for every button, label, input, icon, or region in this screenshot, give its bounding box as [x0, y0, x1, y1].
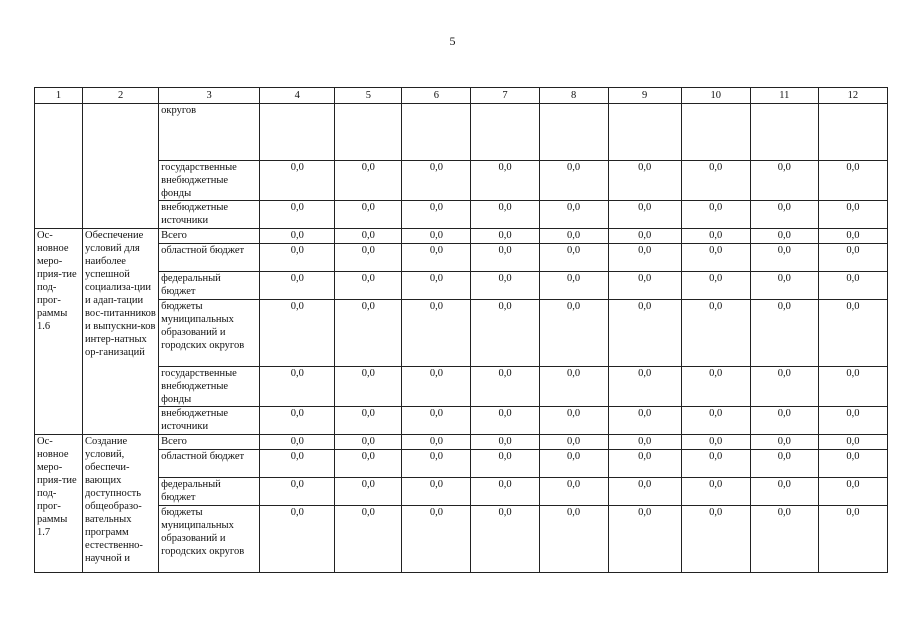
value-cell: 0,0: [681, 272, 750, 300]
value-cell: 0,0: [471, 450, 539, 478]
value-cell: 0,0: [608, 161, 681, 201]
value-cell: 0,0: [750, 201, 818, 229]
value-cell: 0,0: [335, 450, 402, 478]
funding-source-label: внебюджетные источники: [159, 201, 260, 229]
value-cell: [335, 104, 402, 161]
value-cell: 0,0: [402, 201, 471, 229]
measure-title-cell: Обеспечение условий для наиболее успешной социализа-ции и адап-тации вос-питанников и выпускни-ков интер-натных ор-ганизаций: [83, 229, 159, 435]
value-cell: 0,0: [608, 201, 681, 229]
funding-source-label: внебюджетные источники: [159, 407, 260, 435]
value-cell: 0,0: [471, 367, 539, 407]
value-cell: 0,0: [471, 506, 539, 573]
value-cell: 0,0: [818, 450, 887, 478]
value-cell: 0,0: [681, 407, 750, 435]
page-number: 5: [449, 34, 456, 48]
value-cell: 0,0: [335, 478, 402, 506]
value-cell: 0,0: [402, 407, 471, 435]
value-cell: 0,0: [818, 435, 887, 450]
value-cell: 0,0: [608, 367, 681, 407]
value-cell: 0,0: [750, 272, 818, 300]
value-cell: 0,0: [471, 435, 539, 450]
value-cell: 0,0: [335, 300, 402, 367]
table-row: [35, 367, 888, 407]
value-cell: 0,0: [260, 229, 335, 244]
value-cell: 0,0: [471, 407, 539, 435]
value-cell: 0,0: [260, 407, 335, 435]
value-cell: 0,0: [539, 161, 608, 201]
value-cell: 0,0: [471, 229, 539, 244]
value-cell: 0,0: [750, 450, 818, 478]
value-cell: 0,0: [750, 161, 818, 201]
funding-source-label: государственные внебюджетные фонды: [159, 161, 260, 201]
measure-name-cell: Ос-новное меро-прия-тие под-прог-раммы 1.7: [35, 435, 83, 573]
value-cell: 0,0: [750, 229, 818, 244]
column-number: 4: [260, 88, 335, 104]
value-cell: 0,0: [260, 300, 335, 367]
value-cell: 0,0: [681, 229, 750, 244]
table-row: [35, 104, 888, 161]
value-cell: 0,0: [539, 407, 608, 435]
value-cell: 0,0: [539, 300, 608, 367]
value-cell: 0,0: [608, 300, 681, 367]
value-cell: 0,0: [608, 244, 681, 272]
column-number: 2: [83, 88, 159, 104]
value-cell: 0,0: [750, 478, 818, 506]
table-row: [35, 229, 888, 244]
value-cell: 0,0: [471, 272, 539, 300]
measure-title-cell: [83, 104, 159, 229]
value-cell: 0,0: [402, 161, 471, 201]
value-cell: 0,0: [750, 300, 818, 367]
funding-source-label: федеральный бюджет: [159, 478, 260, 506]
value-cell: 0,0: [539, 450, 608, 478]
table-row: [35, 201, 888, 229]
column-number: 7: [471, 88, 539, 104]
value-cell: 0,0: [750, 435, 818, 450]
value-cell: 0,0: [260, 450, 335, 478]
table-header-row: [35, 88, 888, 104]
value-cell: 0,0: [608, 450, 681, 478]
value-cell: 0,0: [681, 506, 750, 573]
table-row: [35, 244, 888, 272]
column-number: 5: [335, 88, 402, 104]
value-cell: 0,0: [335, 244, 402, 272]
value-cell: [260, 104, 335, 161]
measure-name-cell: [35, 104, 83, 229]
value-cell: 0,0: [818, 229, 887, 244]
value-cell: 0,0: [681, 450, 750, 478]
value-cell: 0,0: [402, 272, 471, 300]
value-cell: 0,0: [471, 300, 539, 367]
value-cell: 0,0: [818, 244, 887, 272]
value-cell: 0,0: [402, 506, 471, 573]
value-cell: [750, 104, 818, 161]
column-number: 8: [539, 88, 608, 104]
value-cell: [402, 104, 471, 161]
value-cell: 0,0: [539, 478, 608, 506]
value-cell: 0,0: [681, 300, 750, 367]
value-cell: 0,0: [260, 367, 335, 407]
value-cell: 0,0: [402, 478, 471, 506]
table-body: [35, 104, 888, 573]
value-cell: 0,0: [681, 161, 750, 201]
value-cell: [608, 104, 681, 161]
value-cell: [681, 104, 750, 161]
value-cell: 0,0: [335, 407, 402, 435]
value-cell: 0,0: [335, 229, 402, 244]
table-row: [35, 407, 888, 435]
value-cell: 0,0: [539, 272, 608, 300]
value-cell: [818, 104, 887, 161]
table-row: [35, 300, 888, 367]
value-cell: 0,0: [402, 300, 471, 367]
value-cell: 0,0: [260, 201, 335, 229]
value-cell: 0,0: [681, 244, 750, 272]
value-cell: 0,0: [818, 367, 887, 407]
value-cell: 0,0: [818, 407, 887, 435]
value-cell: [539, 104, 608, 161]
value-cell: 0,0: [608, 272, 681, 300]
value-cell: 0,0: [539, 435, 608, 450]
value-cell: 0,0: [750, 244, 818, 272]
measure-title-cell: Создание условий, обеспечи-вающих доступность общеобразо-вательных программ естественно-научной и: [83, 435, 159, 573]
value-cell: 0,0: [471, 161, 539, 201]
column-number: 12: [818, 88, 887, 104]
value-cell: [471, 104, 539, 161]
value-cell: 0,0: [402, 435, 471, 450]
value-cell: 0,0: [681, 367, 750, 407]
table-row: [35, 450, 888, 478]
table-row: [35, 506, 888, 573]
value-cell: 0,0: [335, 506, 402, 573]
value-cell: 0,0: [818, 201, 887, 229]
value-cell: 0,0: [471, 478, 539, 506]
value-cell: 0,0: [260, 272, 335, 300]
value-cell: 0,0: [335, 161, 402, 201]
value-cell: 0,0: [681, 478, 750, 506]
value-cell: 0,0: [260, 161, 335, 201]
value-cell: 0,0: [750, 407, 818, 435]
column-number: 3: [159, 88, 260, 104]
value-cell: 0,0: [260, 506, 335, 573]
value-cell: 0,0: [260, 478, 335, 506]
column-number: 6: [402, 88, 471, 104]
table-row: [35, 478, 888, 506]
funding-source-label: государственные внебюджетные фонды: [159, 367, 260, 407]
value-cell: 0,0: [402, 367, 471, 407]
value-cell: 0,0: [750, 367, 818, 407]
value-cell: 0,0: [818, 478, 887, 506]
funding-source-label: бюджеты муниципальных образований и городских округов: [159, 506, 260, 573]
value-cell: 0,0: [539, 367, 608, 407]
funding-source-label: округов: [159, 104, 260, 161]
table-row: [35, 272, 888, 300]
value-cell: 0,0: [608, 435, 681, 450]
value-cell: 0,0: [539, 201, 608, 229]
value-cell: 0,0: [681, 435, 750, 450]
funding-source-label: областной бюджет: [159, 450, 260, 478]
funding-source-label: Всего: [159, 435, 260, 450]
value-cell: 0,0: [608, 229, 681, 244]
value-cell: 0,0: [818, 506, 887, 573]
funding-source-label: федеральный бюджет: [159, 272, 260, 300]
value-cell: 0,0: [402, 229, 471, 244]
column-number: 11: [750, 88, 818, 104]
funding-source-label: областной бюджет: [159, 244, 260, 272]
table-row: [35, 161, 888, 201]
column-number: 9: [608, 88, 681, 104]
value-cell: 0,0: [608, 478, 681, 506]
value-cell: 0,0: [539, 506, 608, 573]
value-cell: 0,0: [608, 407, 681, 435]
value-cell: 0,0: [818, 161, 887, 201]
value-cell: 0,0: [818, 300, 887, 367]
value-cell: 0,0: [471, 244, 539, 272]
value-cell: 0,0: [335, 435, 402, 450]
value-cell: 0,0: [335, 201, 402, 229]
budget-table: [34, 87, 888, 573]
value-cell: 0,0: [335, 367, 402, 407]
funding-source-label: бюджеты муниципальных образований и городских округов: [159, 300, 260, 367]
value-cell: 0,0: [539, 229, 608, 244]
value-cell: 0,0: [681, 201, 750, 229]
value-cell: 0,0: [402, 450, 471, 478]
measure-name-cell: Ос-новное меро-прия-тие под-прог-раммы 1.6: [35, 229, 83, 435]
column-number: 1: [35, 88, 83, 104]
value-cell: 0,0: [608, 506, 681, 573]
value-cell: 0,0: [402, 244, 471, 272]
value-cell: 0,0: [539, 244, 608, 272]
value-cell: 0,0: [818, 272, 887, 300]
table-row: [35, 435, 888, 450]
funding-source-label: Всего: [159, 229, 260, 244]
value-cell: 0,0: [260, 244, 335, 272]
value-cell: 0,0: [750, 506, 818, 573]
column-number: 10: [681, 88, 750, 104]
value-cell: 0,0: [335, 272, 402, 300]
value-cell: 0,0: [260, 435, 335, 450]
value-cell: 0,0: [471, 201, 539, 229]
